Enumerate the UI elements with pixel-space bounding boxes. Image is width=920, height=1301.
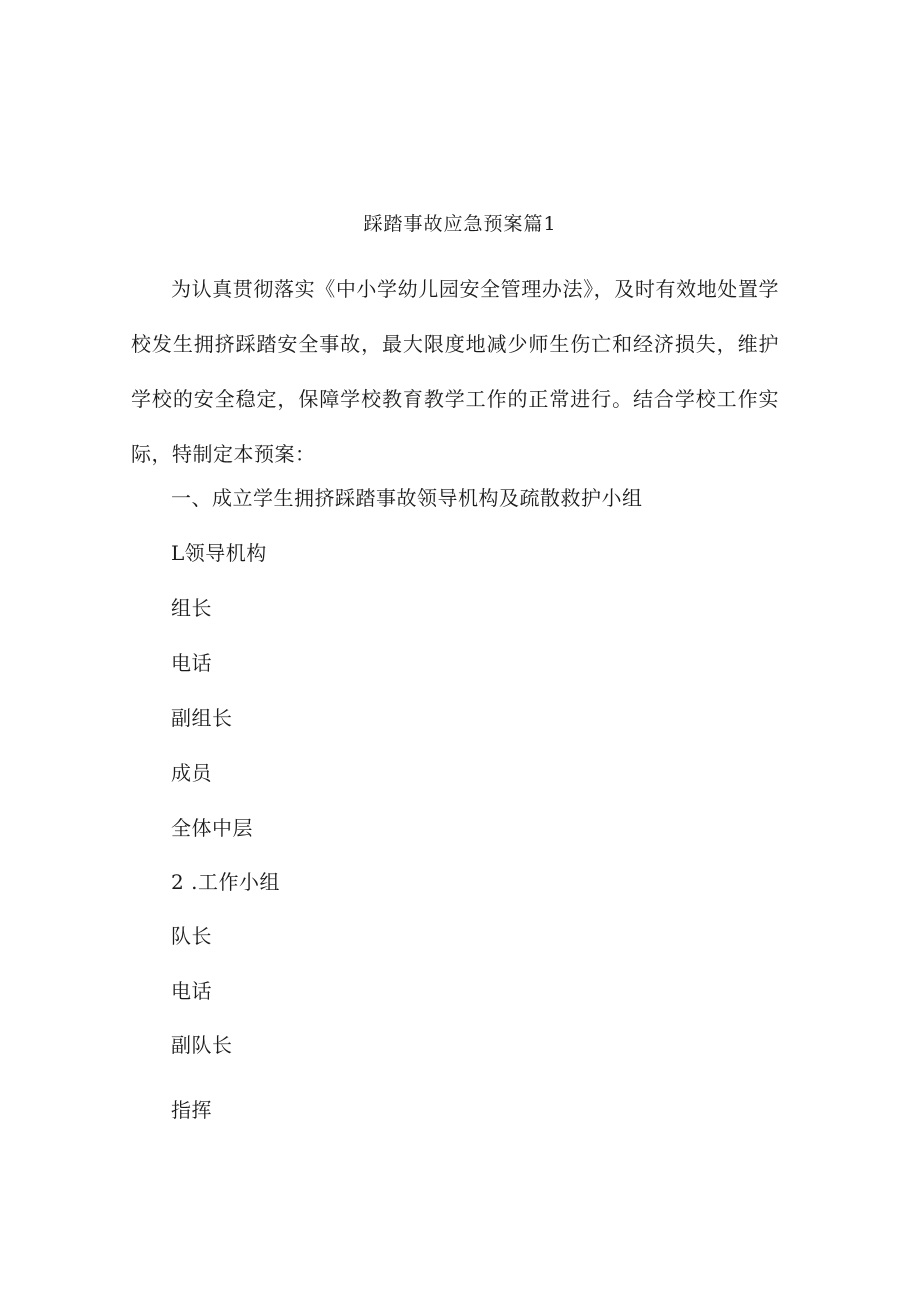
role-line: 副队长 bbox=[171, 1033, 233, 1057]
role-line: 电话 bbox=[171, 979, 212, 1003]
intro-paragraph: 为认真贯彻落实《中小学幼儿园安全管理办法》，及时有效地处置学校发生拥挤踩踏安全事故，最大限度地减少师生伤亡和经济损失，维护学校的安全稳定，保障学校教育教学工作的正常进行。结合学校工作实际，特制定本预案： bbox=[131, 277, 779, 466]
role-line: 指挥 bbox=[171, 1098, 212, 1122]
role-line: 组长 bbox=[171, 596, 212, 620]
role-line: 队长 bbox=[171, 924, 212, 948]
subsection-workgroup: 2 .工作小组 bbox=[171, 870, 280, 894]
role-line: 电话 bbox=[171, 651, 212, 675]
subsection-leadership: L领导机构 bbox=[171, 541, 267, 565]
section-heading: 一、成立学生拥挤踩踏事故领导机构及疏散救护小组 bbox=[171, 486, 643, 510]
role-line: 副组长 bbox=[171, 706, 233, 730]
role-line: 全体中层 bbox=[171, 816, 253, 840]
document-title: 踩踏事故应急预案篇1 bbox=[363, 213, 557, 235]
role-line: 成员 bbox=[171, 761, 212, 785]
